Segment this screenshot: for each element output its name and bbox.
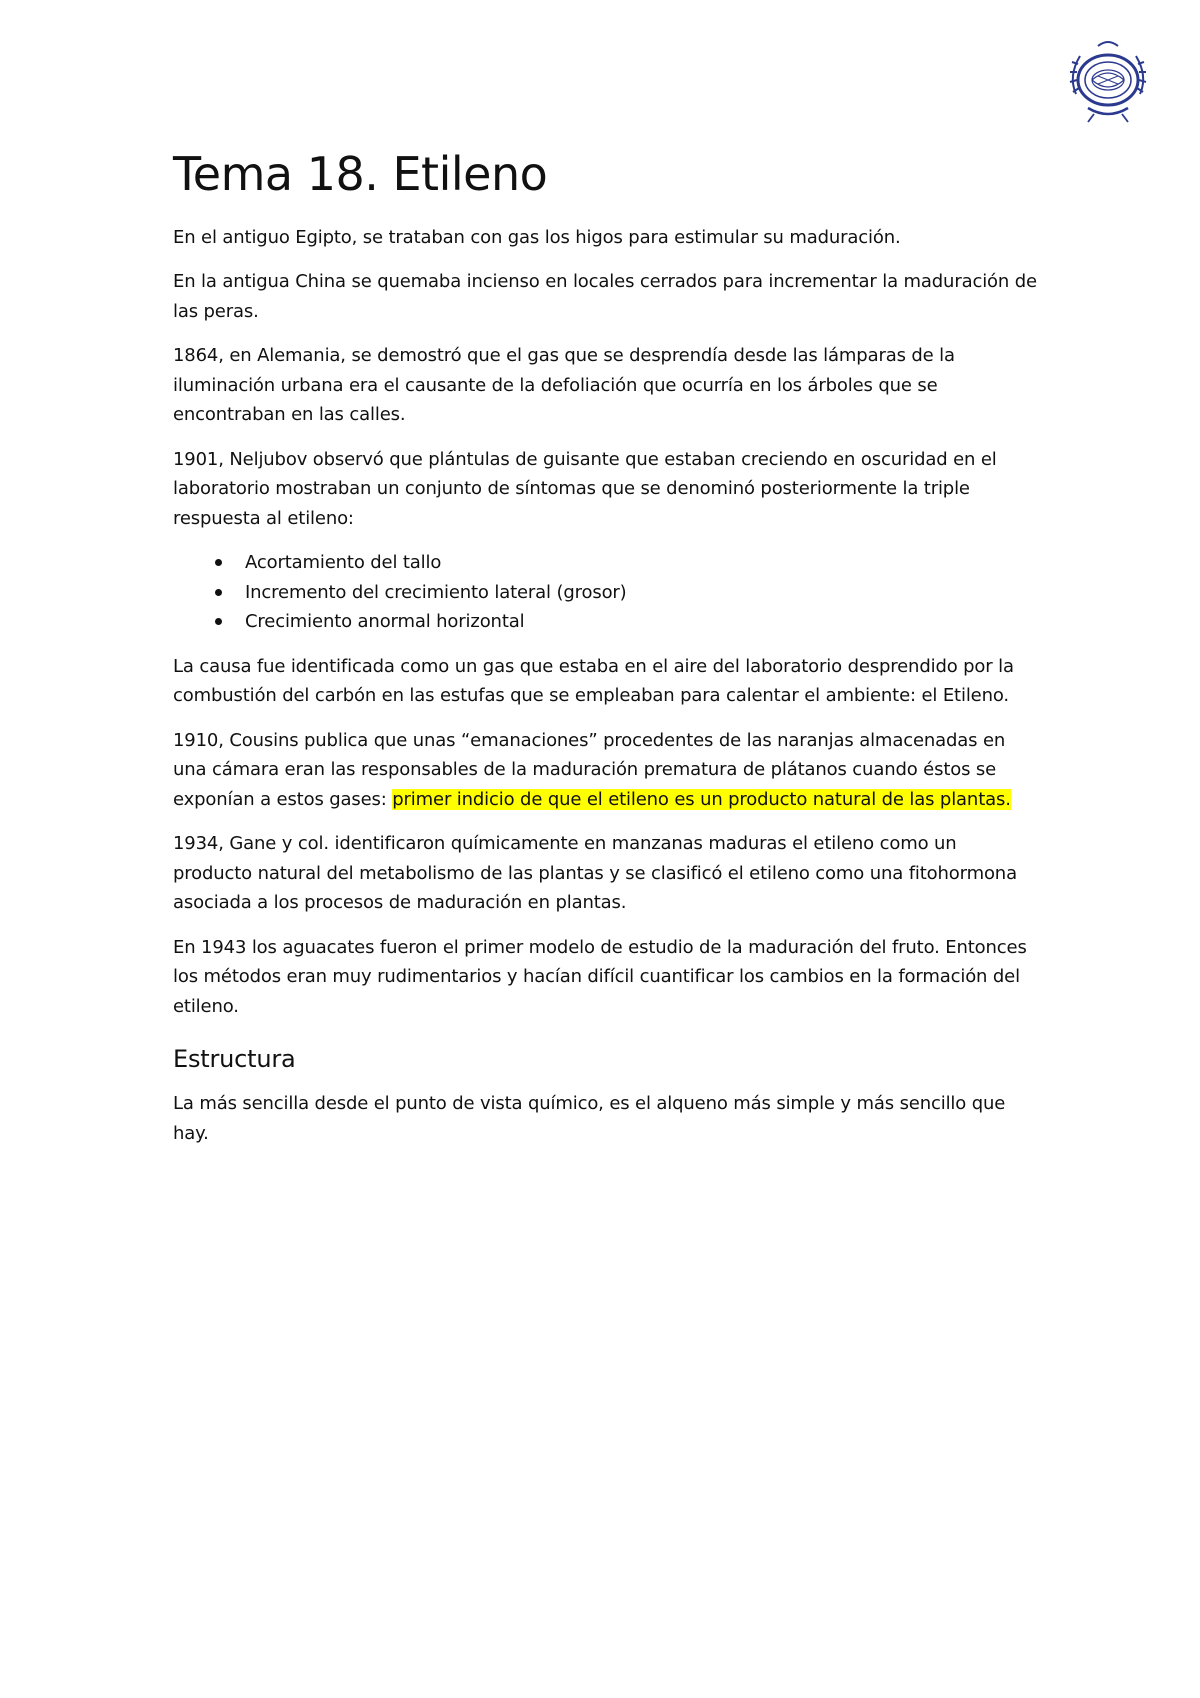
triple-response-list: [173, 548, 1038, 637]
document-body: [173, 148, 1038, 1163]
paragraph-structure: La más sencilla desde el punto de vista químico, es el alqueno más simple y más sencillo que hay.: [173, 1093, 1006, 1144]
list-item: [173, 548, 1038, 578]
paragraph-egypt: En el antiguo Egipto, se trataban con gas los higos para estimular su maduración.: [173, 226, 901, 248]
page-title: Tema 18. Etileno: [173, 147, 548, 201]
list-item-text: Crecimiento anormal horizontal: [245, 611, 525, 633]
list-item-text: Incremento del crecimiento lateral (grosor): [245, 581, 627, 603]
paragraph-1901: 1901, Neljubov observó que plántulas de guisante que estaban creciendo en oscuridad en el laboratorio mostraban un conjunto de síntomas que se denominó posteriormente la triple respuesta al etileno:: [173, 448, 997, 529]
university-seal-icon: [1058, 36, 1158, 126]
paragraph-cause: La causa fue identificada como un gas que estaba en el aire del laboratorio desprendido por la combustión del carbón en las estufas que se empleaban para calentar el ambiente: el Etileno.: [173, 655, 1014, 707]
list-item-text: Acortamiento del tallo: [245, 552, 442, 574]
list-item: [173, 607, 1038, 637]
paragraph-1910-text: 1910, Cousins publica que unas “emanaciones” procedentes de las naranjas almacenadas en una cámara eran las responsables de la maduración prematura de plátanos cuando éstos se exponían a estos gases:: [173, 729, 1006, 810]
paragraph-china: En la antigua China se quemaba incienso en locales cerrados para incrementar la maduración de las peras.: [173, 271, 1037, 322]
section-heading: Estructura: [173, 1045, 296, 1074]
bullet-icon: [215, 589, 222, 596]
list-item: [173, 578, 1038, 608]
bullet-icon: [215, 618, 222, 625]
paragraph-1934: 1934, Gane y col. identificaron químicamente en manzanas maduras el etileno como un producto natural del metabolismo de las plantas y se clasificó el etileno como una fitohormona asociada a los procesos de maduración en plantas.: [173, 833, 1017, 914]
bullet-icon: [215, 559, 222, 566]
paragraph-1943: En 1943 los aguacates fueron el primer modelo de estudio de la maduración del fruto. Entonces los métodos eran muy rudimentarios y hacían difícil cuantificar los cambios en la formación del etileno.: [173, 936, 1027, 1017]
highlighted-text: primer indicio de que el etileno es un producto natural de las plantas.: [392, 788, 1011, 810]
paragraph-1864: 1864, en Alemania, se demostró que el gas que se desprendía desde las lámparas de la iluminación urbana era el causante de la defoliación que ocurría en los árboles que se encontraban en las calles.: [173, 345, 955, 426]
paragraph-1910: [173, 726, 1038, 815]
